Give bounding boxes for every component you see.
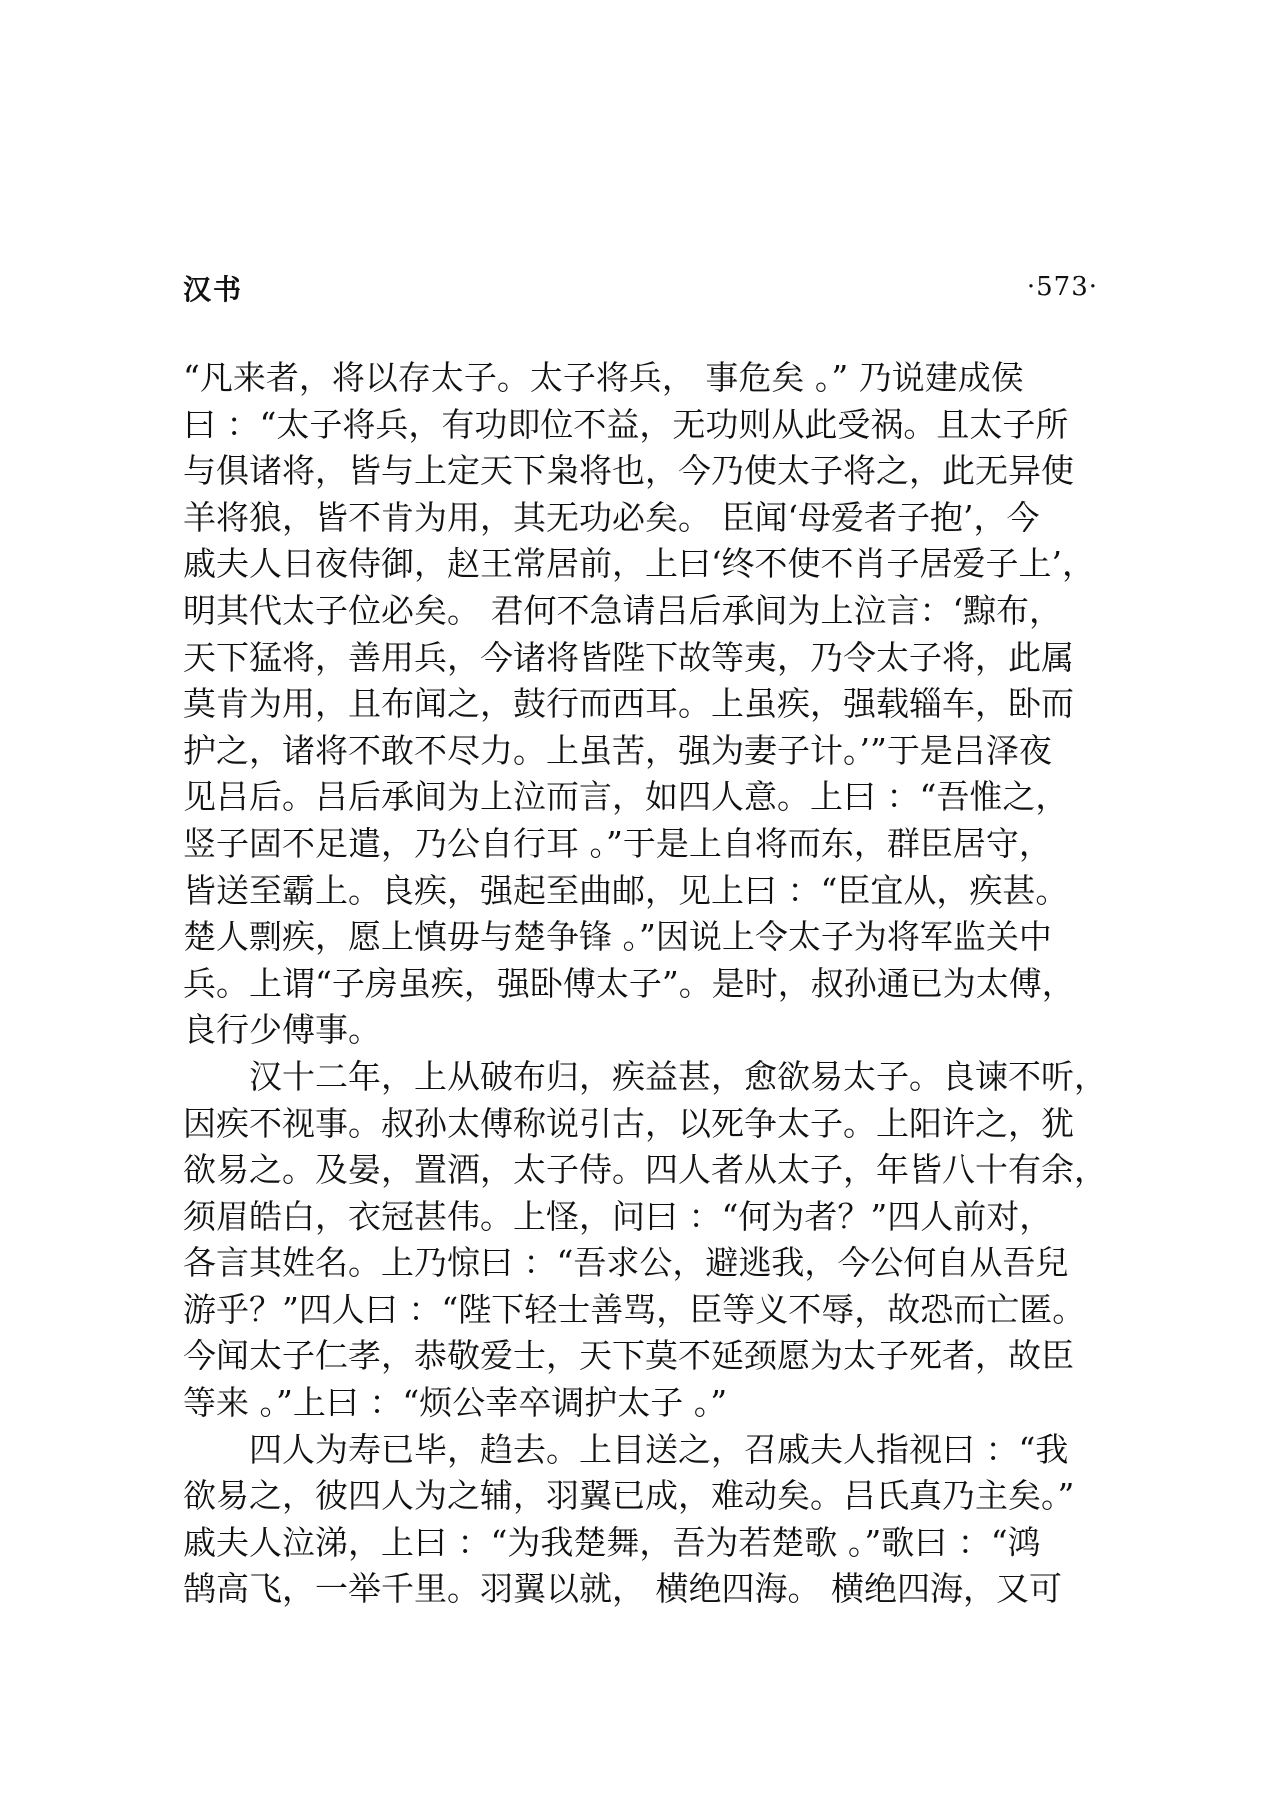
text-line: 因疾不视事。叔孙太傅称说引古，以死争太子。上阳许之，犹 xyxy=(183,1103,1074,1143)
page-header xyxy=(183,268,1098,308)
text-line: 护之，诸将不敢不尽力。上虽苦，强为妻子计。’”于是吕泽夜 xyxy=(183,730,1052,770)
text-line: 须眉皓白，衣冠甚伟。上怪，问曰 ：“何为者？”四人前对， xyxy=(183,1196,1053,1236)
text-line: 天下猛将，善用兵，今诸将皆陛下故等夷，乃令太子将，此属 xyxy=(183,637,1074,677)
book-title: 汉书 xyxy=(183,273,244,306)
text-line: 楚人剽疾，愿上慎毋与楚争锋 。”因说上令太子为将军监关中 xyxy=(183,917,1052,957)
text-line: 戚夫人日夜侍御，赵王常居前，上曰‘终不使不肖子居爱子上’， xyxy=(183,544,1095,584)
text-line: 羊将狼，皆不肯为用，其无功必矣。 臣闻‘母爱者子抱’，今 xyxy=(183,497,1040,537)
text-line: 汉十二年，上从破布归，疾益甚，愈欲易太子。良谏不听， xyxy=(249,1056,1107,1096)
text-line: 兵。上谓“子房虽疾，强卧傅太子”。是时，叔孙通已为太傅， xyxy=(183,963,1075,1003)
text-line: 明其代太子位必矣。 君何不急请吕后承间为上泣言：‘黥布， xyxy=(183,590,1062,630)
text-line: 四人为寿已毕，趋去。上目送之，召戚夫人指视曰 ：“我 xyxy=(249,1429,1069,1469)
text-line: 欲易之，彼四人为之辅，羽翼已成，难动矣。吕氏真乃主矣。” xyxy=(183,1476,1075,1516)
text-line: 今闻太子仁孝，恭敬爱士，天下莫不延颈愿为太子死者，故臣 xyxy=(183,1336,1074,1376)
text-line: 欲易之。及晏，置酒，太子侍。四人者从太子，年皆八十有余， xyxy=(183,1150,1107,1190)
text-line: 等来 。”上曰 ：“烦公幸卒调护太子 。” xyxy=(183,1383,728,1423)
text-line: “凡来者，将以存太子。太子将兵， 事危矣 。” 乃说建成侯 xyxy=(183,358,1024,397)
text-line: 曰 ：“太子将兵，有功即位不益，无功则从此受祸。且太子所 xyxy=(183,404,1069,444)
text-line: 皆送至霸上。良疾，强起至曲邮，见上曰 ：“臣宜从，疾甚。 xyxy=(183,870,1069,910)
body-text xyxy=(183,355,1123,1613)
text-line: 游乎？”四人曰 ：“陛下轻士善骂，臣等义不辱，故恐而亡匿。 xyxy=(183,1289,1086,1329)
text-line: 与俱诸将，皆与上定天下枭将也，今乃使太子将之，此无异使 xyxy=(183,451,1074,491)
text-line: 戚夫人泣涕，上曰 ：“为我楚舞，吾为若楚歌 。”歌曰 ：“鸿 xyxy=(183,1522,1041,1562)
text-line: 竖子固不足遣，乃公自行耳 。”于是上自将而东，群臣居守， xyxy=(183,823,1052,863)
text-line: 见吕后。吕后承间为上泣而言，如四人意。上曰 ：“吾惟之， xyxy=(183,777,1069,817)
text-line: 良行少傅事。 xyxy=(183,1010,381,1050)
text-line: 鹄高飞，一举千里。羽翼以就， 横绝四海。 横绝四海，又可 xyxy=(183,1569,1062,1609)
text-line: 莫肯为用，且布闻之，鼓行而西耳。上虽疾，强载辎车，卧而 xyxy=(183,684,1074,724)
page-number: ·573· xyxy=(1026,272,1098,302)
text-line: 各言其姓名。上乃惊曰 ：“吾求公，避逃我，今公何自从吾兒 xyxy=(183,1243,1069,1283)
